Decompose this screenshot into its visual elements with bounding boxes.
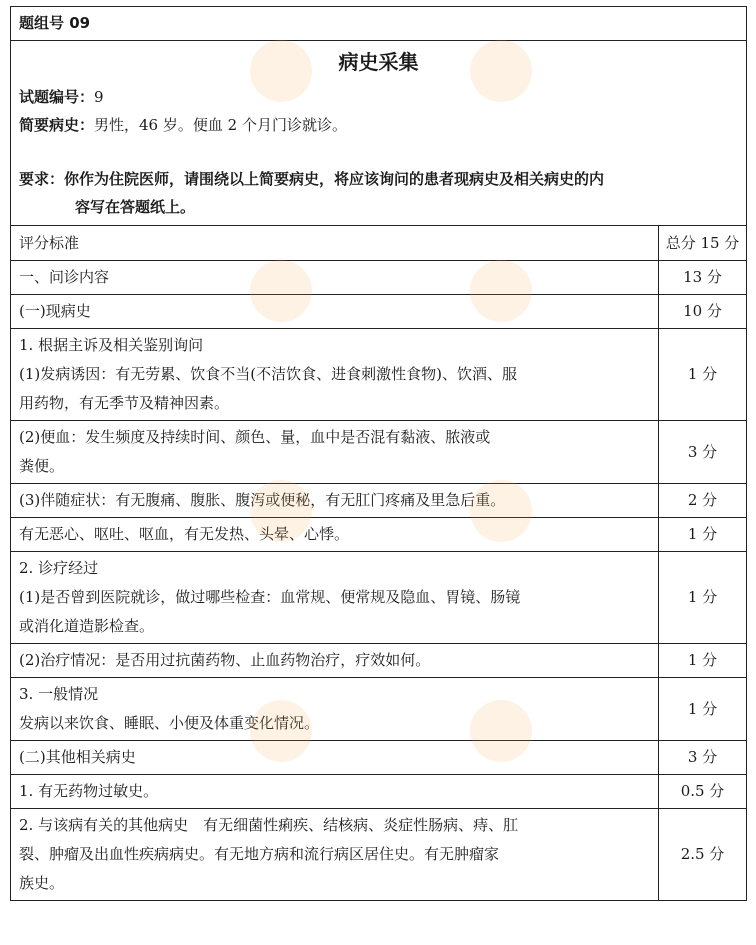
criteria-line: (二)其他相关病史	[19, 748, 136, 766]
criteria-cell	[11, 552, 659, 644]
table-row	[11, 295, 747, 329]
criteria-line: 一、问诊内容	[19, 268, 110, 286]
criteria-line: 有无恶心、呕吐、呕血，有无发热、头晕、心悸。	[19, 525, 350, 543]
table-row	[11, 518, 747, 552]
brief-history-label: 简要病史：	[19, 116, 95, 134]
criteria-cell	[11, 518, 659, 552]
score-cell: 0.5 分	[659, 775, 747, 809]
criteria-cell	[11, 329, 659, 421]
score-cell: 3 分	[659, 741, 747, 775]
spacer	[19, 139, 738, 165]
criteria-line: 族史。	[19, 874, 65, 892]
table-row	[11, 484, 747, 518]
table-row	[11, 644, 747, 678]
group-number-row	[11, 7, 747, 41]
brief-history-line	[19, 111, 738, 139]
requirement-label: 要求：	[19, 170, 65, 188]
group-number: 题组号 09	[11, 7, 747, 41]
question-info-row	[11, 41, 747, 226]
score-cell: 13 分	[659, 261, 747, 295]
exam-number-line	[19, 83, 738, 111]
criteria-line: (2)治疗情况：是否用过抗菌药物、止血药物治疗，疗效如何。	[19, 651, 431, 669]
table-row	[11, 421, 747, 484]
criteria-line: 2. 与该病有关的其他病史 有无细菌性痢疾、结核病、炎症性肠病、痔、肛	[19, 816, 519, 834]
table-row	[11, 809, 747, 901]
score-cell: 2 分	[659, 484, 747, 518]
score-cell: 1 分	[659, 518, 747, 552]
requirement-line	[19, 165, 738, 193]
criteria-line: (一)现病史	[19, 302, 91, 320]
criteria-cell	[11, 421, 659, 484]
score-cell: 3 分	[659, 421, 747, 484]
criteria-cell	[11, 484, 659, 518]
table-row	[11, 775, 747, 809]
score-cell: 1 分	[659, 644, 747, 678]
criteria-line: 发病以来饮食、睡眠、小便及体重变化情况。	[19, 714, 320, 732]
criteria-cell	[11, 741, 659, 775]
rubric-total-score: 总分 15 分	[659, 226, 747, 261]
criteria-line: 1. 有无药物过敏史。	[19, 782, 159, 800]
brief-history-text: 男性，46 岁。便血 2 个月门诊就诊。	[94, 116, 347, 134]
criteria-line: 2. 诊疗经过	[19, 559, 99, 577]
table-row	[11, 261, 747, 295]
criteria-line: 或消化道造影检查。	[19, 617, 155, 635]
criteria-line: 裂、肿瘤及出血性疾病病史。有无地方病和流行病区居住史。有无肿瘤家	[19, 845, 500, 863]
requirement-line-2: 容写在答题纸上。	[75, 198, 196, 216]
criteria-cell	[11, 295, 659, 329]
criteria-cell	[11, 644, 659, 678]
requirement-text-1: 你作为住院医师，请围绕以上简要病史，将应该询问的患者现病史及相关病史的内	[64, 170, 605, 188]
score-cell: 1 分	[659, 329, 747, 421]
rubric-header-row	[11, 226, 747, 261]
score-cell: 1 分	[659, 552, 747, 644]
criteria-line: (1)是否曾到医院就诊，做过哪些检查：血常规、便常规及隐血、胃镜、肠镜	[19, 588, 521, 606]
criteria-cell	[11, 261, 659, 295]
table-row	[11, 329, 747, 421]
table-row	[11, 741, 747, 775]
criteria-line: (1)发病诱因：有无劳累、饮食不当(不洁饮食、进食刺激性食物)、饮酒、服	[19, 365, 517, 383]
rubric-criteria-header: 评分标准	[11, 226, 659, 261]
rubric-body	[11, 261, 747, 901]
criteria-cell	[11, 678, 659, 741]
question-info	[11, 41, 747, 226]
exam-table	[10, 6, 747, 901]
exam-number: 9	[94, 88, 104, 106]
criteria-line: 3. 一般情况	[19, 685, 99, 703]
exam-number-label: 试题编号：	[19, 88, 95, 106]
criteria-line: 用药物，有无季节及精神因素。	[19, 394, 230, 412]
criteria-line: (2)便血：发生频度及持续时间、颜色、量，血中是否混有黏液、脓液或	[19, 428, 491, 446]
criteria-cell	[11, 809, 659, 901]
criteria-line: (3)伴随症状：有无腹痛、腹胀、腹泻或便秘，有无肛门疼痛及里急后重。	[19, 491, 506, 509]
score-cell: 10 分	[659, 295, 747, 329]
score-cell: 1 分	[659, 678, 747, 741]
table-row	[11, 552, 747, 644]
criteria-line: 粪便。	[19, 457, 65, 475]
page-title: 病史采集	[338, 50, 419, 74]
exam-sheet	[10, 6, 746, 901]
score-cell: 2.5 分	[659, 809, 747, 901]
criteria-line: 1. 根据主诉及相关鉴别询问	[19, 336, 204, 354]
criteria-cell	[11, 775, 659, 809]
table-row	[11, 678, 747, 741]
